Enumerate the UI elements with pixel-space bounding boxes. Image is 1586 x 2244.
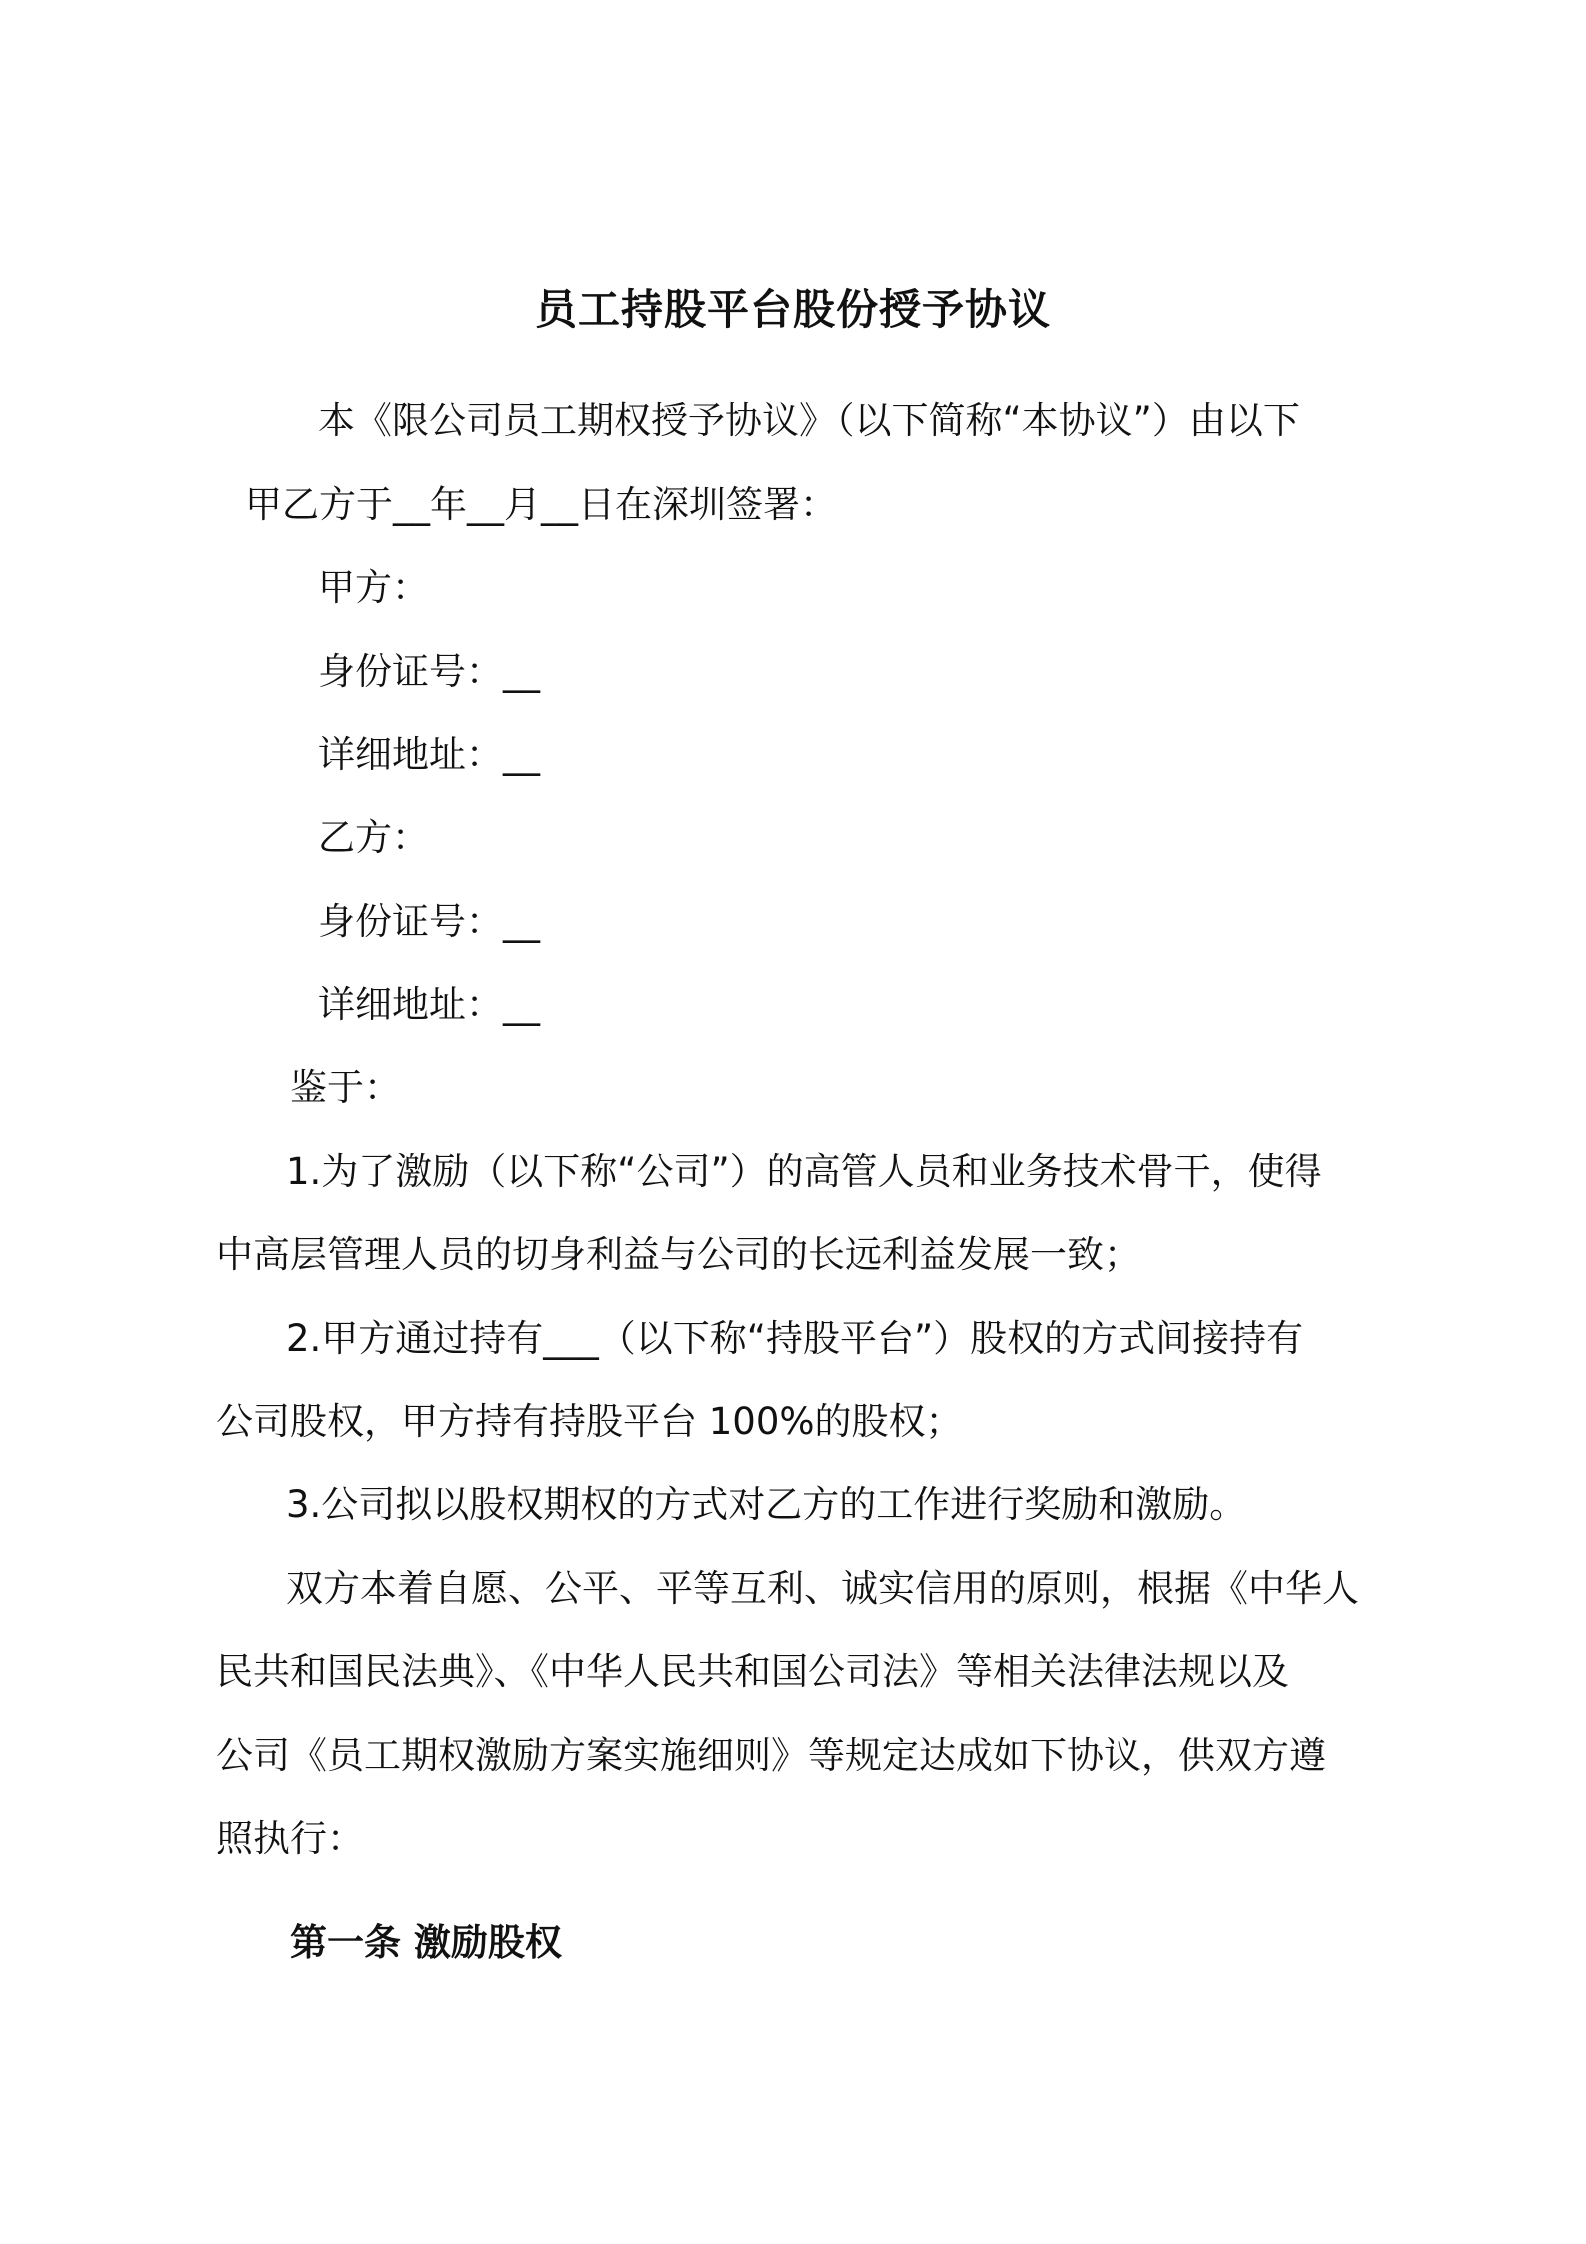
article-1-heading: 第一条 激励股权 (290, 1921, 562, 1964)
agreement-line-4: 照执行： (216, 1817, 364, 1860)
agreement-line-3: 公司《员工期权激励方案实施细则》等规定达成如下协议，供双方遵 (216, 1734, 1326, 1777)
agreement-line-1: 双方本着自愿、公平、平等互利、诚实信用的原则，根据《中华人 (286, 1567, 1359, 1610)
whereas-item-3-line-1: 3.公司拟以股权期权的方式对乙方的工作进行奖励和激励。 (286, 1483, 1247, 1526)
whereas-item-2-line-2: 公司股权，甲方持有持股平台 100%的股权； (216, 1400, 963, 1443)
party-a-id-field: 身份证号：__ (318, 650, 540, 693)
intro-line-2: 甲乙方于__年__月__日在深圳签署： (245, 483, 837, 526)
party-b-id-field: 身份证号：__ (318, 900, 540, 943)
party-a-address-field: 详细地址：__ (318, 733, 540, 776)
whereas-item-2-line-1: 2.甲方通过持有___（以下称“持股平台”）股权的方式间接持有 (286, 1317, 1304, 1360)
agreement-line-2: 民共和国民法典》、《中华人民共和国公司法》等相关法律法规以及 (216, 1650, 1289, 1693)
whereas-item-1-line-1: 1.为了激励（以下称“公司”）的高管人员和业务技术骨干，使得 (286, 1150, 1322, 1193)
party-b-label: 乙方： (318, 816, 429, 859)
whereas-item-1-line-2: 中高层管理人员的切身利益与公司的长远利益发展一致； (216, 1233, 1141, 1276)
document-title: 员工持股平台股份授予协议 (534, 285, 1051, 334)
intro-line-1: 本《限公司员工期权授予协议》（以下简称“本协议”）由以下 (318, 399, 1300, 442)
whereas-label: 鉴于： (290, 1066, 401, 1109)
party-a-label: 甲方： (318, 566, 429, 609)
party-b-address-field: 详细地址：__ (318, 983, 540, 1026)
